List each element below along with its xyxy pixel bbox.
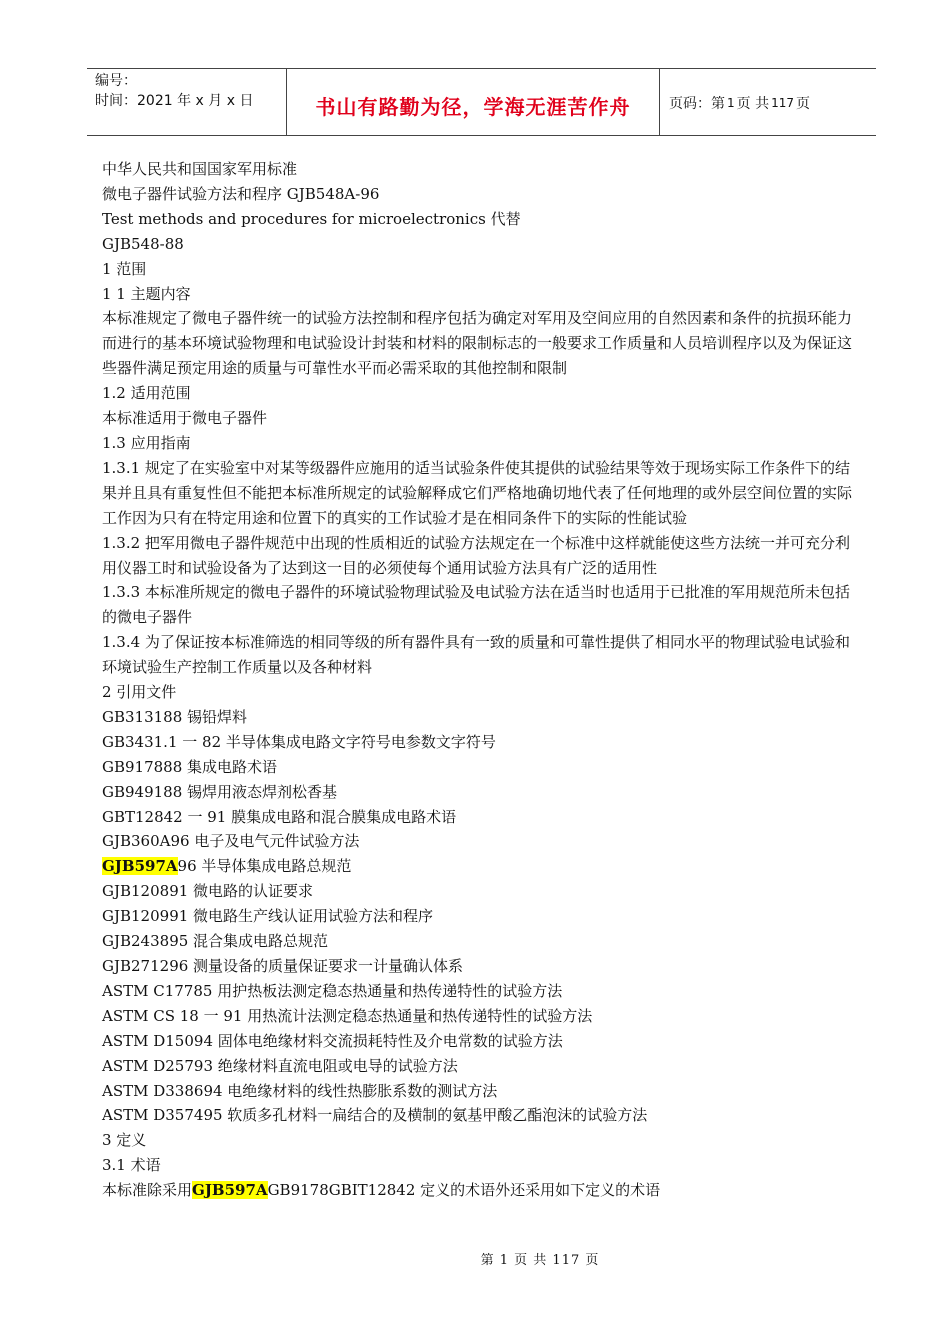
header-motto-cell: [287, 69, 660, 135]
paragraph: GJB548-88: [102, 234, 184, 253]
paragraph: 中华人民共和国国家军用标准: [102, 160, 298, 178]
reference-item: GJB271296 测量设备的质量保证要求一计量确认体系: [102, 957, 464, 975]
reference-item: GJB120991 微电路生产线认证用试验方法和程序: [102, 907, 434, 926]
reference-item: ASTM D15094 固体电绝缘材料交流损耗特性及介电常数的试验方法: [102, 1031, 563, 1050]
reference-item: GJB120891 微电路的认证要求: [102, 882, 314, 901]
paragraph: 微电子器件试验方法和程序 GJB548A-96: [102, 184, 380, 203]
paragraph: 1.3.4 为了保证按本标准筛选的相同等级的所有器件具有一致的质量和可靠性提供了相同水平的物理试验电试验和环境试验生产控制工作质量以及各种材料: [102, 633, 850, 677]
reference-item: GB313188 锡铅焊料: [102, 707, 248, 726]
paragraph: Test methods and procedures for microelectronics 代替: [102, 209, 521, 228]
reference-item: GJB360A96 电子及电气元件试验方法: [102, 832, 360, 851]
search-highlight: GJB597A: [192, 1181, 268, 1200]
header-motto: 书山有路勤为径，学海无涯苦作舟: [315, 94, 631, 119]
search-highlight: GJB597A: [102, 857, 178, 876]
section-heading: 2 引用文件: [102, 683, 177, 702]
page-total: 117: [771, 96, 794, 110]
reference-item: GB949188 锡焊用液态焊剂松香基: [102, 782, 338, 801]
paragraph: 1.3.1 规定了在实验室中对某等级器件应施用的适当试验条件使其提供的试验结果等效于现场实际工作条件下的结果并且具有重复性但不能把本标准所规定的试验解释成它们严格地确切地代表了任何地理的或外层空间位置的实际工作因为只有在特定用途和位置下的真实的工作试验才是在相同条件下的实际的性能试验: [102, 458, 853, 527]
section-heading: 3.1 术语: [102, 1156, 161, 1175]
reference-item: GB3431.1 一 82 半导体集成电路文字符号电参数文字符号: [102, 732, 496, 751]
section-heading: 1.2 适用范围: [102, 384, 191, 403]
reference-text: 96 半导体集成电路总规范: [177, 857, 352, 876]
page-prefix: 页码：第: [669, 96, 725, 112]
header-page-info: [660, 70, 876, 136]
section-heading: 3 定义: [102, 1131, 147, 1150]
reference-item: ASTM C17785 用护热板法测定稳态热通量和热传递特性的试验方法: [102, 981, 563, 1000]
document-body: [102, 157, 864, 1203]
section-heading: 1 范围: [102, 259, 147, 278]
reference-item: ASTM D357495 软质多孔材料一扁结合的及横制的氨基甲酸乙酯泡沫的试验方法: [102, 1106, 648, 1125]
header-meta: [87, 69, 287, 135]
paragraph: [102, 1178, 864, 1203]
reference-item: GBT12842 一 91 膜集成电路和混合膜集成电路术语: [102, 807, 457, 826]
reference-item: ASTM CS 18 一 91 用热流计法测定稳态热通量和热传递特性的试验方法: [102, 1006, 593, 1025]
page-suffix: 页: [796, 96, 810, 112]
reference-item: [102, 854, 864, 879]
page-header: [87, 68, 876, 136]
page-footer: 第 1 页 共 117 页: [480, 1253, 600, 1268]
reference-item: ASTM D338694 电绝缘材料的线性热膨胀系数的测试方法: [102, 1081, 498, 1100]
time-label: 时间：2021 年 x 月 x 日: [95, 93, 254, 109]
reference-item: ASTM D25793 绝缘材料直流电阻或电导的试验方法: [102, 1056, 458, 1075]
reference-item: GJB243895 混合集成电路总规范: [102, 932, 329, 951]
paragraph: 1.3.2 把军用微电子器件规范中出现的性质相近的试验方法规定在一个标准中这样就能使这些方法统一并可充分利用仪器工时和试验设备为了达到这一目的必须使每个通用试验方法具有广泛的适用性: [102, 533, 850, 577]
reference-item: GB917888 集成电路术语: [102, 757, 278, 776]
page-mid: 页 共: [736, 96, 770, 112]
page-current: 1: [727, 96, 735, 110]
text-after: GB9178GBIT12842 定义的术语外还采用如下定义的术语: [267, 1181, 661, 1200]
text-before: 本标准除采用: [102, 1181, 193, 1200]
paragraph: 1.3.3 本标准所规定的微电子器件的环境试验物理试验及电试验方法在适当时也适用于已批准的军用规范所未包括的微电子器件: [102, 583, 850, 627]
paragraph: 本标准适用于微电子器件: [102, 409, 268, 428]
number-label: 编号：: [95, 73, 137, 89]
paragraph: 本标准规定了微电子器件统一的试验方法控制和程序包括为确定对军用及空间应用的自然因素和条件的抗损环能力而进行的基本环境试验物理和电试验设计封装和材料的限制标志的一般要求工作质量和人员培训程序以及为保证这些器件满足预定用途的质量与可靠性水平而必需采取的其他控制和限制: [102, 309, 853, 378]
section-heading: 1 1 主题内容: [102, 284, 191, 303]
section-heading: 1.3 应用指南: [102, 433, 191, 452]
